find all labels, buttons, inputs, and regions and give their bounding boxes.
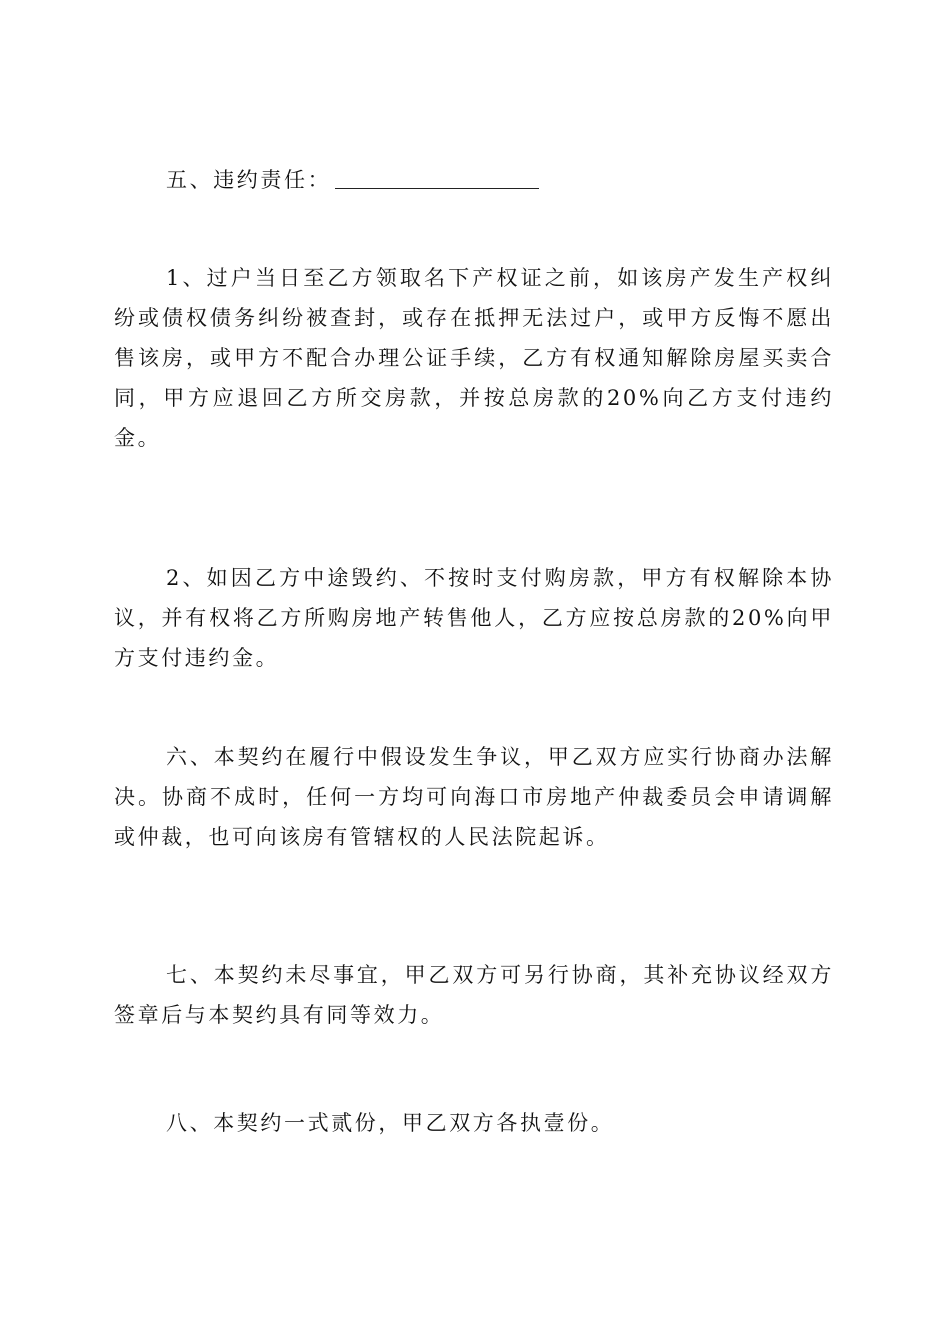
section-heading-text: 五、违约责任： — [166, 168, 332, 192]
section-8-paragraph: 八、本契约一式贰份，甲乙双方各执壹份。 — [166, 1111, 615, 1135]
clause-2-paragraph: 2、如因乙方中途毁约、不按时支付购房款，甲方有权解除本协议，并有权将乙方所购房地产转售他人，乙方应按总房款的20%向甲方支付违约金。 — [114, 566, 834, 670]
section-heading-breach — [166, 160, 539, 200]
clause-1-paragraph: 1、过户当日至乙方领取名下产权证之前，如该房产发生产权纠纷或债权债务纠纷被查封，或存在抵押无法过户，或甲方反悔不愿出售该房，或甲方不配合办理公证手续，乙方有权通知解除房屋买卖合同，甲方应退回乙方所交房款，并按总房款的20%向乙方支付违约金。 — [114, 266, 834, 450]
section-6-paragraph: 六、本契约在履行中假设发生争议，甲乙双方应实行协商办法解决。协商不成时，任何一方均可向海口市房地产仲裁委员会申请调解或仲裁，也可向该房有管辖权的人民法院起诉。 — [114, 745, 834, 849]
section-7-paragraph: 七、本契约未尽事宜，甲乙双方可另行协商，其补充协议经双方签章后与本契约具有同等效力。 — [114, 963, 834, 1027]
fill-in-blank-line — [335, 187, 539, 189]
